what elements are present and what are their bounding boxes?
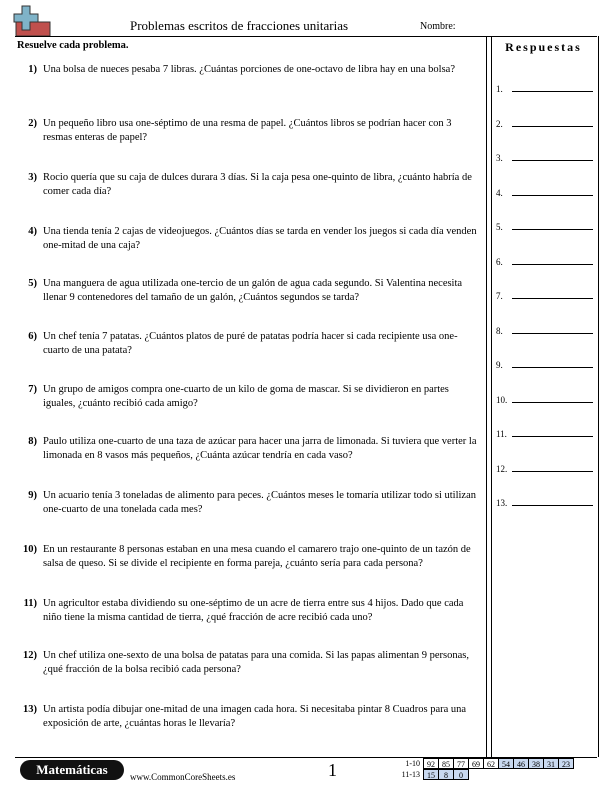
problem-number: 8) bbox=[28, 436, 37, 447]
answer-rule bbox=[512, 91, 593, 92]
score-cell: 54 bbox=[498, 758, 514, 769]
problem-text: Un grupo de amigos compra one-cuarto de un kilo de goma de mascar. Si se dividieron en partes iguales, ¿cuánto recibió cada amigo? bbox=[43, 384, 449, 409]
answer-rule bbox=[512, 471, 593, 472]
answer-line[interactable] bbox=[492, 80, 595, 94]
score-row bbox=[424, 758, 574, 769]
answer-number: 1. bbox=[496, 84, 503, 94]
score-cell: 92 bbox=[423, 758, 439, 769]
answer-number: 10. bbox=[496, 394, 508, 405]
answer-line[interactable] bbox=[492, 425, 595, 439]
problem-text: Paulo utiliza one-cuarto de una taza de azúcar para hacer una jarra de limonada. Si tuviera que verter la limonada en 8 vasos más pequeños, ¿Cuánta azúcar tendría en cada vaso? bbox=[43, 436, 477, 461]
problem-text: Rocio quería que su caja de dulces durara 3 días. Si la caja pesa one-quinto de libra, ¿cuánto habría de comer cada día? bbox=[43, 172, 472, 197]
problem-text: Un pequeño libro usa one-séptimo de una resma de papel. ¿Cuántos libros se podrían hacer con 3 resmas enteras de papel? bbox=[43, 118, 452, 143]
problem-number: 1) bbox=[28, 64, 37, 75]
answer-line[interactable] bbox=[492, 494, 595, 508]
problem-number: 13) bbox=[23, 704, 37, 715]
answer-line[interactable] bbox=[492, 218, 595, 232]
score-cell: 8 bbox=[438, 769, 454, 780]
answer-rule bbox=[512, 436, 593, 437]
problem-text: Un chef tenía 7 patatas. ¿Cuántos platos de puré de patatas podría hacer si cada recipiente usa one-cuarto de una patata? bbox=[43, 331, 458, 356]
answer-number: 13. bbox=[496, 498, 508, 508]
score-cell: 31 bbox=[543, 758, 559, 769]
answer-line[interactable] bbox=[492, 149, 595, 163]
answer-line[interactable] bbox=[492, 287, 595, 301]
problem-number: 5) bbox=[28, 278, 37, 289]
answer-number: 9. bbox=[496, 360, 503, 370]
page-number: 1 bbox=[328, 760, 337, 780]
answer-number: 12. bbox=[496, 463, 508, 474]
answer-rule bbox=[512, 126, 593, 127]
problem-number: 6) bbox=[28, 331, 37, 342]
answer-number: 5. bbox=[496, 222, 503, 232]
answer-rule bbox=[512, 402, 593, 403]
problem-number: 11) bbox=[23, 598, 37, 609]
answer-line[interactable] bbox=[492, 115, 595, 129]
page-title: Problemas escritos de fracciones unitarias bbox=[130, 18, 349, 33]
problem-number: 10) bbox=[23, 544, 37, 555]
answer-rule bbox=[512, 367, 593, 368]
answer-line[interactable] bbox=[492, 460, 595, 474]
answer-number: 7. bbox=[496, 291, 503, 301]
problem-text: Un acuario tenía 3 toneladas de alimento para peces. ¿Cuántos meses le tomaría utilizar todo si utilizan one-cuarto de una tonelada cada mes? bbox=[43, 490, 476, 515]
site-url: www.CommonCoreSheets.es bbox=[130, 772, 236, 782]
problem-text: En un restaurante 8 personas estaban en una mesa cuando el camarero trajo one-quinto de un tazón de salsa de queso. Si se divide el recipiente en forma pareja, ¿cuánto sería para cada persona? bbox=[43, 544, 471, 569]
score-cell: 0 bbox=[453, 769, 469, 780]
answer-number: 11. bbox=[496, 429, 507, 439]
score-cell: 46 bbox=[513, 758, 529, 769]
score-cell: 23 bbox=[558, 758, 574, 769]
score-row-label: 1-10 bbox=[405, 759, 420, 768]
problem-text: Una bolsa de nueces pesaba 7 libras. ¿Cuántas porciones de one-octavo de libra hay en una bolsa? bbox=[43, 64, 455, 75]
answer-line[interactable] bbox=[492, 322, 595, 336]
answer-number: 6. bbox=[496, 256, 503, 267]
answer-line[interactable] bbox=[492, 184, 595, 198]
answer-line[interactable] bbox=[492, 391, 595, 405]
problem-number: 9) bbox=[28, 490, 37, 501]
logo-plus-icon bbox=[8, 4, 56, 40]
answer-line[interactable] bbox=[492, 253, 595, 267]
score-cell: 15 bbox=[423, 769, 439, 780]
problem-number: 12) bbox=[23, 650, 37, 661]
problem-number: 7) bbox=[28, 384, 37, 395]
answer-number: 4. bbox=[496, 187, 503, 198]
brand-badge: Matemáticas bbox=[20, 760, 124, 780]
answer-rule bbox=[512, 298, 593, 299]
name-label: Nombre: bbox=[420, 21, 456, 32]
score-row bbox=[424, 769, 469, 780]
answer-rule bbox=[512, 333, 593, 334]
problem-number: 3) bbox=[28, 172, 37, 183]
answer-line[interactable] bbox=[492, 356, 595, 370]
problem-text: Una manguera de agua utilizada one-tercio de un galón de agua cada segundo. Si Valentina necesita llenar 9 contenedores del tamaño de un galón, ¿Cuántos segundos se tarda? bbox=[43, 278, 463, 303]
instructions: Resuelve cada problema. bbox=[17, 40, 129, 51]
problem-text: Un artista podía dibujar one-mitad de una imagen cada hora. Si necesitaba pintar 8 Cuadros para una exposición de arte, ¿cuántas horas le llevaría? bbox=[43, 704, 467, 729]
answer-rule bbox=[512, 195, 593, 196]
answer-rule bbox=[512, 160, 593, 161]
answers-title: Respuestas bbox=[505, 40, 582, 54]
score-cell: 38 bbox=[528, 758, 544, 769]
score-cell: 62 bbox=[483, 758, 499, 769]
answer-rule bbox=[512, 505, 593, 506]
answer-number: 8. bbox=[496, 325, 503, 336]
score-cell: 69 bbox=[468, 758, 484, 769]
problem-text: Una tienda tenía 2 cajas de videojuegos. ¿Cuántos días se tarda en vender los juegos si cada día venden one-mitad de una caja? bbox=[43, 226, 477, 251]
score-row-label: 11-13 bbox=[401, 770, 420, 779]
problem-text: Un agricultor estaba dividiendo su one-séptimo de un acre de tierra entre sus 4 hijos. Dado que cada niño tiene la misma cantidad de tierra, ¿qué fracción de acre recibió cada uno? bbox=[43, 598, 464, 623]
answer-rule bbox=[512, 264, 593, 265]
answer-number: 2. bbox=[496, 118, 503, 129]
problem-number: 2) bbox=[28, 118, 37, 129]
score-cell: 85 bbox=[438, 758, 454, 769]
score-cell: 77 bbox=[453, 758, 469, 769]
answer-number: 3. bbox=[496, 153, 503, 163]
answer-rule bbox=[512, 229, 593, 230]
problem-number: 4) bbox=[28, 226, 37, 237]
problem-text: Un chef utiliza one-sexto de una bolsa de patatas para una comida. Si las papas alimentan 9 personas, ¿qué fracción de la bolsa recibió cada persona? bbox=[43, 650, 469, 675]
